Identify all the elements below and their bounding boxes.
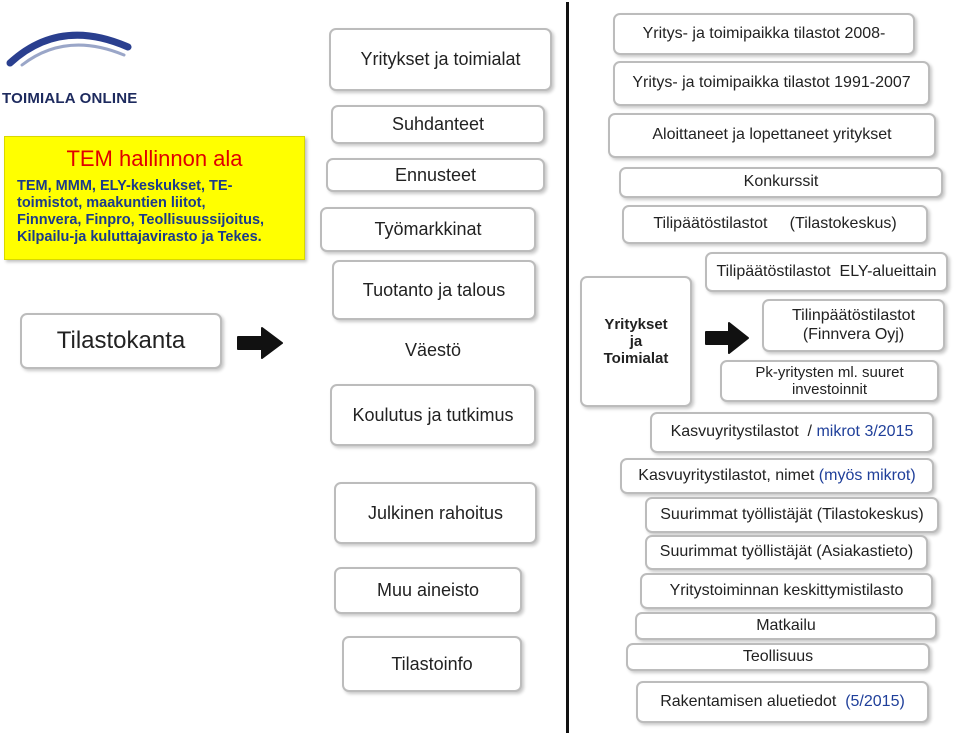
stat-line: (Finnvera Oyj) — [802, 325, 905, 343]
section-divider — [566, 2, 569, 733]
stat-aloittaneet-lopettaneet[interactable]: Aloittaneet ja lopettaneet yritykset — [608, 113, 936, 158]
stat-konkurssit[interactable]: Konkurssit — [619, 167, 943, 198]
admin-line: TEM, MMM, ELY-keskukset, TE- — [17, 178, 233, 194]
yritykset-ja-toimialat-box[interactable] — [580, 276, 692, 407]
stat-line: investoinnit — [791, 381, 868, 398]
stat-kasvuyritys[interactable] — [650, 412, 934, 453]
admin-title: TEM hallinnon ala — [66, 146, 243, 171]
stat-yritys-toimipaikka-1991-2007[interactable]: Yritys- ja toimipaikka tilastot 1991-2007 — [613, 61, 930, 106]
category-yritykset-toimialat[interactable]: Yritykset ja toimialat — [329, 28, 552, 91]
stat-line: Pk-yritysten ml. suuret — [755, 363, 904, 381]
stat-tilinpaatos-ely[interactable]: Tilipäätöstilastot ELY-alueittain — [705, 252, 948, 292]
category-muu-aineisto[interactable]: Muu aineisto — [334, 567, 522, 614]
stat-main-text: Kasvuyritystilastot, nimet — [638, 466, 819, 484]
stat-rakentamisen-aluetiedot[interactable] — [636, 681, 929, 723]
stat-keskittymistilasto[interactable]: Yritystoiminnan keskittymistilasto — [640, 573, 933, 609]
stat-teollisuus[interactable]: Teollisuus — [626, 643, 930, 671]
stat-kasvuyritys-nimet[interactable] — [620, 458, 934, 494]
admin-line: toimistot, maakuntien liitot, — [17, 195, 206, 211]
stat-suurimmat-tilastokeskus[interactable]: Suurimmat työllistäjät (Tilastokeskus) — [645, 497, 939, 533]
category-ennusteet[interactable]: Ennusteet — [326, 158, 545, 192]
stat-line: Tilinpäätöstilastot — [791, 307, 916, 325]
admin-line: Kilpailu-ja kuluttajavirasto ja Tekes. — [17, 229, 262, 245]
category-julkinen-rahoitus[interactable]: Julkinen rahoitus — [334, 482, 537, 544]
yt-label-line: Toimialat — [603, 350, 669, 368]
admin-description — [17, 178, 300, 246]
stat-matkailu[interactable]: Matkailu — [635, 612, 937, 640]
logo-text: TOIMIALA ONLINE — [2, 90, 138, 107]
tilastokanta-box[interactable]: Tilastokanta — [20, 313, 222, 369]
stat-yritys-toimipaikka-2008[interactable]: Yritys- ja toimipaikka tilastot 2008- — [613, 13, 915, 55]
category-koulutus-ja-tutkimus[interactable]: Koulutus ja tutkimus — [330, 384, 536, 446]
arrow-right-icon — [236, 326, 286, 360]
stat-note: mikrot 3/2015 — [816, 423, 914, 441]
stat-tilinpaatos-finnvera[interactable] — [762, 299, 945, 352]
stat-note: (5/2015) — [845, 692, 905, 710]
category-tilastoinfo[interactable]: Tilastoinfo — [342, 636, 522, 692]
category-tuotanto-ja-talous[interactable]: Tuotanto ja talous — [332, 260, 536, 320]
category-tyomarkkinat[interactable]: Työmarkkinat — [320, 207, 536, 252]
stat-suurimmat-asiakastieto[interactable]: Suurimmat työllistäjät (Asiakastieto) — [645, 535, 928, 570]
stat-note: (myös mikrot) — [818, 466, 916, 484]
stat-pk-investoinnit[interactable] — [720, 360, 939, 402]
category-vaesto[interactable]: Väestö — [404, 339, 462, 360]
toimiala-online-logo — [0, 25, 150, 107]
logo-swoosh-icon — [0, 25, 150, 70]
arrow-right-icon — [704, 321, 752, 355]
category-suhdanteet[interactable]: Suhdanteet — [331, 105, 545, 144]
stat-tilinpaatos-tilastokeskus[interactable]: Tilipäätöstilastot (Tilastokeskus) — [622, 205, 928, 244]
yt-label-line: Yritykset — [604, 315, 668, 333]
yt-label-line: ja — [629, 332, 643, 350]
admin-line: Finnvera, Finpro, Teollisuussijoitus, — [17, 212, 265, 228]
stat-main-text: Rakentamisen aluetiedot — [660, 692, 846, 710]
admin-scope-box — [4, 136, 305, 260]
stat-main-text: Kasvuyritystilastot / — [670, 423, 817, 441]
